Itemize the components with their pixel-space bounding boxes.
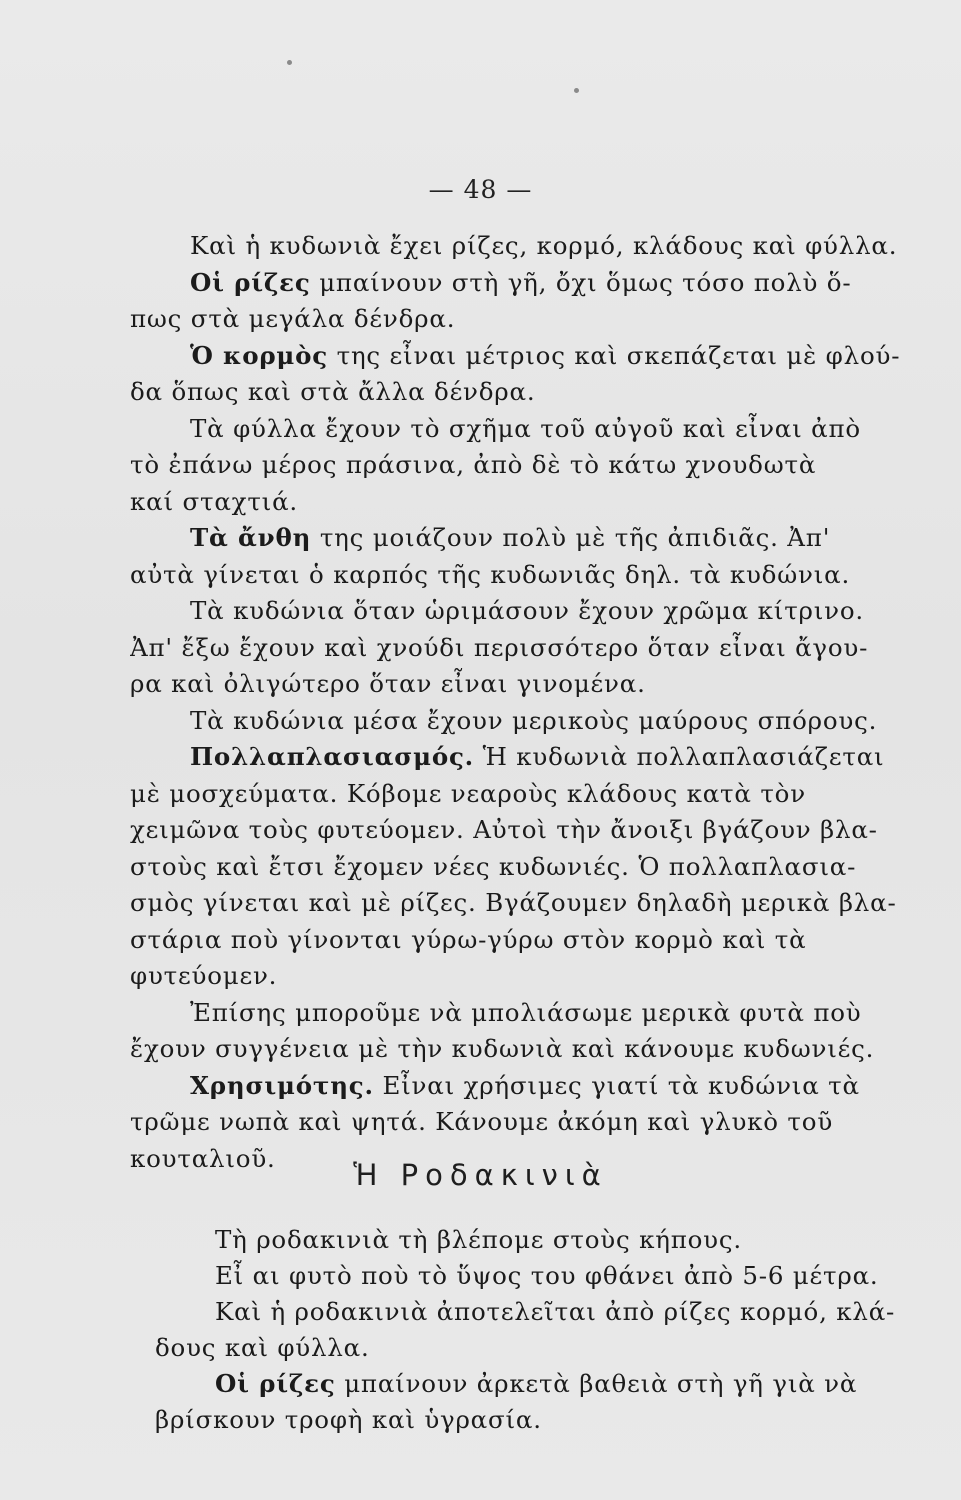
inline-heading: Οἱ ρίζες [215, 1369, 336, 1398]
inline-heading: Πολλαπλασιασμός. [190, 742, 475, 771]
text-line [130, 520, 910, 557]
paper-speck [287, 60, 292, 65]
text-line: Τὰ φύλλα ἔχουν τὸ σχῆμα τοῦ αὐγοῦ καὶ εἶναι ἀπὸ [190, 413, 861, 443]
text-line: στοὺς καὶ ἔτσι ἔχομεν νέες κυδωνιές. Ὁ πολλαπλασια- [130, 851, 857, 881]
text-line [130, 338, 910, 375]
text-line: μὲ μοσχεύματα. Κόβομε νεαροὺς κλάδους κατὰ τὸν [130, 778, 806, 808]
paper-speck [574, 88, 579, 93]
text-line: Καὶ ἡ κυδωνιὰ ἔχει ρίζες, κορμό, κλάδους καὶ φύλλα. [190, 231, 898, 260]
text-line: στάρια ποὺ γίνονται γύρω-γύρω στὸν κορμὸ καὶ τὰ [130, 924, 807, 954]
inline-heading: Οἱ ρίζες [190, 267, 311, 297]
text-line [155, 1366, 925, 1402]
text-line: τρῶμε νωπὰ καὶ ψητά. Κάνουμε ἀκόμη καὶ γλυκὸ τοῦ [130, 1107, 834, 1136]
body-text [130, 228, 910, 1177]
line-rest: μπαίνουν στὴ γῆ, ὄχι ὅμως τόσο πολὺ ὅ- [310, 267, 852, 297]
line-rest: Ἡ κυδωνιὰ πολλαπλασιάζεται [474, 742, 885, 771]
line-rest: Εἶναι χρήσιμες γιατί τὰ κυδώνια τὰ [373, 1070, 860, 1100]
text-line: Τὰ κυδώνια ὅταν ὡριμάσουν ἔχουν χρῶμα κίτρινο. [190, 596, 864, 625]
text-line: χειμῶνα τοὺς φυτεύομεν. Αὐτοὶ τὴν ἄνοιξι βγάζουν βλα- [130, 815, 878, 844]
text-line [130, 1068, 910, 1105]
text-line: αὐτὰ γίνεται ὁ καρπός τῆς κυδωνιᾶς δηλ. τὰ κυδώνια. [130, 559, 851, 589]
text-line: Τὰ κυδώνια μέσα ἔχουν μερικοὺς μαύρους σπόρους. [190, 705, 878, 735]
text-line: βρίσκουν τροφὴ καὶ ὑγρασία. [155, 1405, 542, 1434]
text-line: σμὸς γίνεται καὶ μὲ ρίζες. Βγάζουμεν δηλαδὴ μερικὰ βλα- [130, 888, 897, 917]
text-line: Καὶ ἡ ροδακινιὰ ἀποτελεῖται ἀπὸ ρίζες κορμό, κλά- [215, 1297, 896, 1326]
section-title: Ἡ Ροδακινιὰ [353, 1158, 608, 1192]
page-number: — 48 — [428, 175, 533, 204]
inline-heading: Χρησιμότης. [190, 1070, 374, 1100]
inline-heading: Τὰ ἄνθη [190, 523, 312, 552]
text-line: κουταλιοῦ. [130, 1143, 276, 1173]
text-line: Τὴ ροδακινιὰ τὴ βλέπομε στοὺς κήπους. [215, 1225, 742, 1254]
line-rest: της μοιάζουν πολὺ μὲ τῆς ἀπιδιᾶς. Ἀπ' [311, 523, 831, 552]
text-line: πως στὰ μεγάλα δένδρα. [130, 304, 456, 333]
text-line: καί σταχτιά. [130, 486, 299, 516]
text-line: ἔχουν συγγένεια μὲ τὴν κυδωνιὰ καὶ κάνουμε κυδωνιές. [130, 1034, 875, 1063]
line-rest: της εἶναι μέτριος καὶ σκεπάζεται μὲ φλού- [328, 340, 901, 370]
text-line: Ἀπ' ἔξω ἔχουν καὶ χνούδι περισσότερο ὅταν εἶναι ἄγου- [130, 632, 869, 662]
text-line: Ἐπίσης μποροῦμε νὰ μπολιάσωμε μερικὰ φυτὰ ποὺ [190, 997, 862, 1027]
text-line [130, 265, 910, 302]
text-line: τὸ ἐπάνω μέρος πράσινα, ἀπὸ δὲ τὸ κάτω χνουδωτὰ [130, 450, 817, 479]
text-line: ρα καὶ ὀλιγώτερο ὅταν εἶναι γινομένα. [130, 669, 646, 698]
line-rest: μπαίνουν ἀρκετὰ βαθειὰ στὴ γῆ γιὰ νὰ [335, 1369, 858, 1398]
text-line: δα ὅπως καὶ στὰ ἄλλα δένδρα. [130, 377, 536, 406]
text-line: φυτεύομεν. [130, 961, 278, 990]
text-line: δους καὶ φύλλα. [155, 1333, 370, 1362]
text-line [130, 739, 910, 776]
text-line: Εἶ αι φυτὸ ποὺ τὸ ὕψος του φθάνει ἀπὸ 5-6 μέτρα. [215, 1261, 879, 1290]
inline-heading: Ὁ κορμὸς [190, 340, 329, 370]
section-text [155, 1222, 925, 1438]
